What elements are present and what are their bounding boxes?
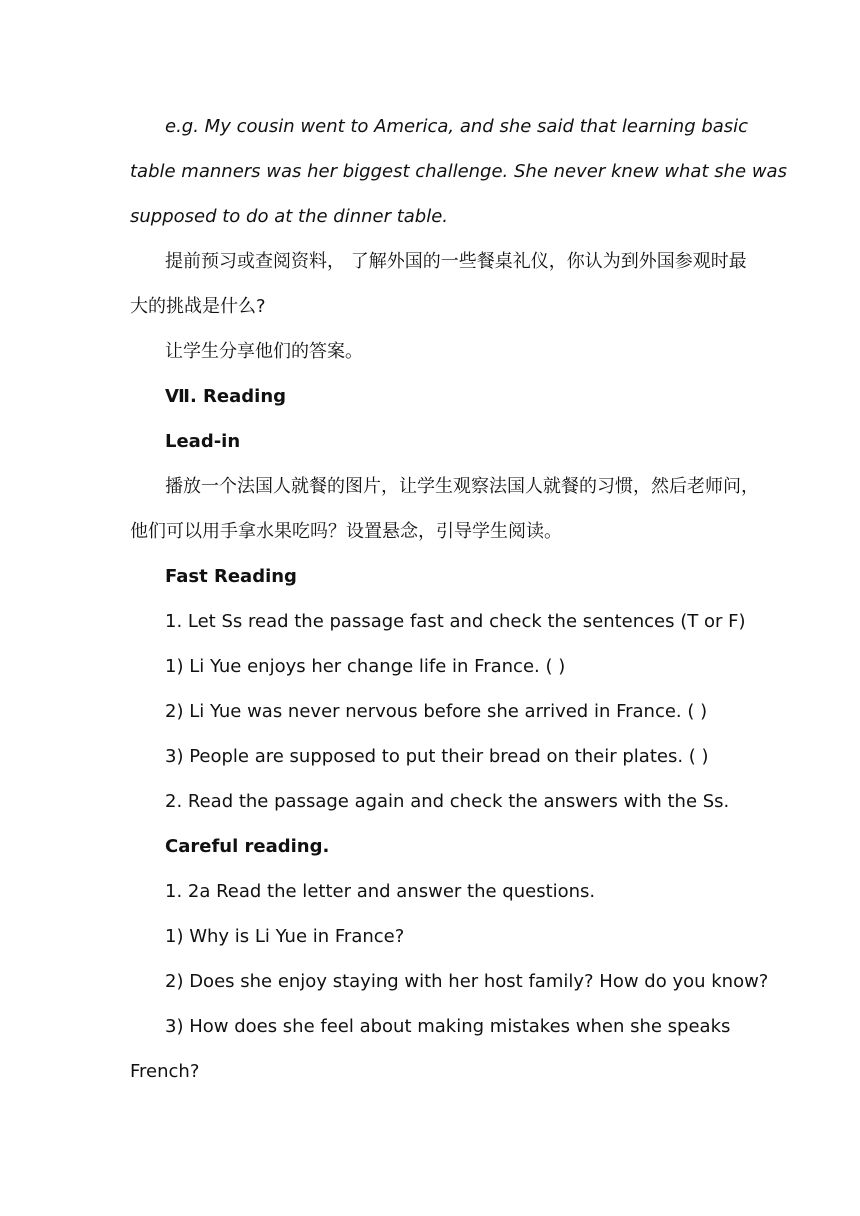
share-answers-text: 让学生分享他们的答案。 bbox=[165, 341, 363, 362]
true-false-sentence: 1) Li Yue enjoys her change life in France. ( ) bbox=[165, 656, 566, 677]
example-line-2: table manners was her biggest challenge. She never knew what she was bbox=[130, 161, 787, 182]
reading-question: 3) How does she feel about making mistakes when she speaks bbox=[165, 1016, 731, 1037]
preview-instruction-line-2: 大的挑战是什么? bbox=[130, 296, 266, 317]
preview-instruction-line-1: 提前预习或查阅资料， 了解外国的一些餐桌礼仪，你认为到外国参观时最 bbox=[165, 251, 747, 272]
fast-reading-instruction-1: 1. Let Ss read the passage fast and check the sentences (T or F) bbox=[165, 611, 746, 632]
lead-in-line-1: 播放一个法国人就餐的图片，让学生观察法国人就餐的习惯，然后老师问， bbox=[165, 476, 759, 497]
true-false-sentence: 3) People are supposed to put their bread on their plates. ( ) bbox=[165, 746, 709, 767]
example-line-3: supposed to do at the dinner table. bbox=[130, 206, 449, 227]
reading-question: 2) Does she enjoy staying with her host family? How do you know? bbox=[165, 971, 769, 992]
fast-reading-heading: Fast Reading bbox=[165, 566, 297, 587]
reading-question: 1) Why is Li Yue in France? bbox=[165, 926, 405, 947]
careful-reading-instruction: 1. 2a Read the letter and answer the questions. bbox=[165, 881, 596, 902]
lead-in-heading: Lead-in bbox=[165, 431, 241, 452]
reading-question-continuation: French? bbox=[130, 1061, 200, 1082]
reading-section-heading: Ⅶ. Reading bbox=[165, 386, 287, 407]
true-false-sentence: 2) Li Yue was never nervous before she arrived in France. ( ) bbox=[165, 701, 708, 722]
example-line-1: e.g. My cousin went to America, and she said that learning basic bbox=[165, 116, 749, 137]
careful-reading-heading: Careful reading. bbox=[165, 836, 330, 857]
fast-reading-instruction-2: 2. Read the passage again and check the answers with the Ss. bbox=[165, 791, 730, 812]
lead-in-line-2: 他们可以用手拿水果吃吗？设置悬念，引导学生阅读。 bbox=[130, 521, 562, 542]
